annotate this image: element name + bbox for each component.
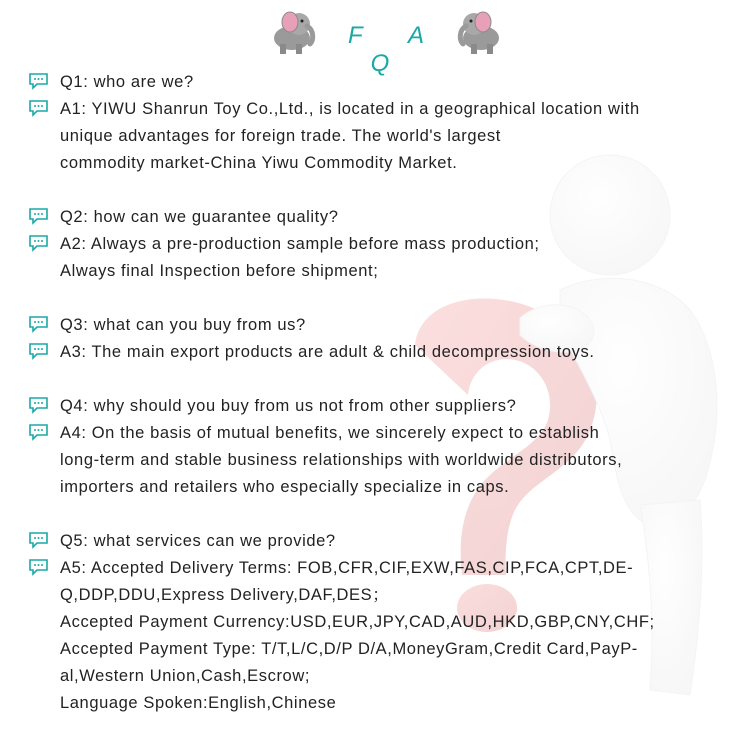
answer-5-line-2: Q,DDP,DDU,Express Delivery,DAF,DES； xyxy=(60,586,390,604)
figure-head xyxy=(550,155,670,275)
question-3: Q3: what can you buy from us? xyxy=(60,316,306,334)
answer-5-line-6: Language Spoken:English,Chinese xyxy=(60,694,337,712)
answer-2-line-2: Always final Inspection before shipment; xyxy=(60,262,379,280)
elephant-icon xyxy=(266,4,320,58)
answer-2-line-1: A2: Always a pre-production sample before mass production; xyxy=(60,235,540,253)
answer-5-line-1: A5: Accepted Delivery Terms: FOB,CFR,CIF,EXW,FAS,CIP,FCA,CPT,DE- xyxy=(60,559,634,577)
answer-5-line-3: Accepted Payment Currency:USD,EUR,JPY,CAD,AUD,HKD,GBP,CNY,CHF; xyxy=(60,613,655,631)
faq-title: F A Q xyxy=(347,22,444,77)
figure-leg xyxy=(640,500,702,695)
answer-1-line-3: commodity market-China Yiwu Commodity Market. xyxy=(60,154,458,172)
chat-bubble-icon xyxy=(28,99,49,117)
chat-bubble-icon xyxy=(28,234,49,252)
chat-bubble-icon xyxy=(28,558,49,576)
answer-5-line-5: al,Western Union,Cash,Escrow; xyxy=(60,667,311,685)
answer-1-line-2: unique advantages for foreign trade. The world's largest xyxy=(60,127,501,145)
chat-bubble-icon xyxy=(28,396,49,414)
answer-4-line-2: long-term and stable business relationships with worldwide distributors, xyxy=(60,451,623,469)
faq-header xyxy=(0,4,750,77)
chat-bubble-icon xyxy=(28,207,49,225)
answer-3-line-1: A3: The main export products are adult & child decompression toys. xyxy=(60,343,595,361)
answer-4-line-1: A4: On the basis of mutual benefits, we sincerely expect to establish xyxy=(60,424,600,442)
chat-bubble-icon xyxy=(28,423,49,441)
chat-bubble-icon xyxy=(28,342,49,360)
answer-5-line-4: Accepted Payment Type: T/T,L/C,D/P D/A,MoneyGram,Credit Card,PayP- xyxy=(60,640,638,658)
chat-bubble-icon xyxy=(28,315,49,333)
question-4: Q4: why should you buy from us not from other suppliers? xyxy=(60,397,517,415)
answer-1-line-1: A1: YIWU Shanrun Toy Co.,Ltd., is located in a geographical location with xyxy=(60,100,640,118)
chat-bubble-icon xyxy=(28,531,49,549)
chat-bubble-icon xyxy=(28,72,49,90)
answer-4-line-3: importers and retailers who especially specialize in caps. xyxy=(60,478,510,496)
question-5: Q5: what services can we provide? xyxy=(60,532,336,550)
elephant-icon xyxy=(453,4,507,58)
question-2: Q2: how can we guarantee quality? xyxy=(60,208,339,226)
question-1: Q1: who are we? xyxy=(60,73,194,91)
